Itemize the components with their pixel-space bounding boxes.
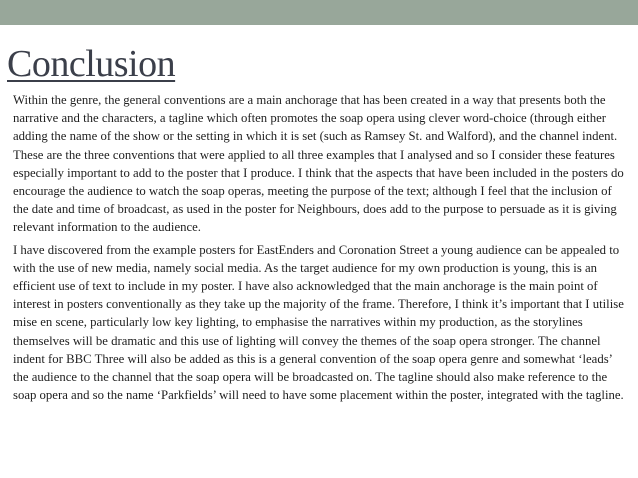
slide-body bbox=[13, 91, 630, 408]
paragraph-discoveries: I have discovered from the example posters for EastEnders and Coronation Street a young audience can be appealed to with the use of new media, namely social media. As the target audience for my own production is young, this is an efficient use of text to include in my poster. I have also acknowledged that the main anchorage is the main point of interest in posters conventionally as they take up the majority of the frame. Therefore, I think it’s important that I utilise mise en scene, particularly low key lighting, to emphasise the narratives within my production, as the storylines themselves will be dramatic and this use of lighting will convey the themes of the soap opera stronger. The channel indent for BBC Three will also be added as this is a general convention of the soap opera genre and somewhat ‘leads’ the audience to the channel that the soap opera will be broadcasted on. The tagline should also make reference to the soap opera and so the name ‘Parkfields’ will need to have some placement within the poster, integrated with the tagline. bbox=[13, 242, 624, 403]
header-bar bbox=[0, 0, 638, 25]
paragraph-genre-conventions: Within the genre, the general conventions are a main anchorage that has been created in a way that presents both the narrative and the characters, a tagline which often promotes the soap opera using clever word-choice (through either adding the name of the show or the setting in which it is set (such as Ramsey St. and Walford), and the channel indent. These are the three conventions that were applied to all three examples that I analysed and so I consider these features especially important to add to the poster that I produce. I think that the aspects that have been included in the posters do encourage the audience to watch the soap operas, meeting the purpose of the text; although I feel that the inclusion of the date and time of broadcast, as used in the poster for Neighbours, does add to the purpose to persuade as it is giving relevant information to the audience. bbox=[13, 93, 624, 235]
slide-title: Conclusion bbox=[7, 43, 176, 85]
